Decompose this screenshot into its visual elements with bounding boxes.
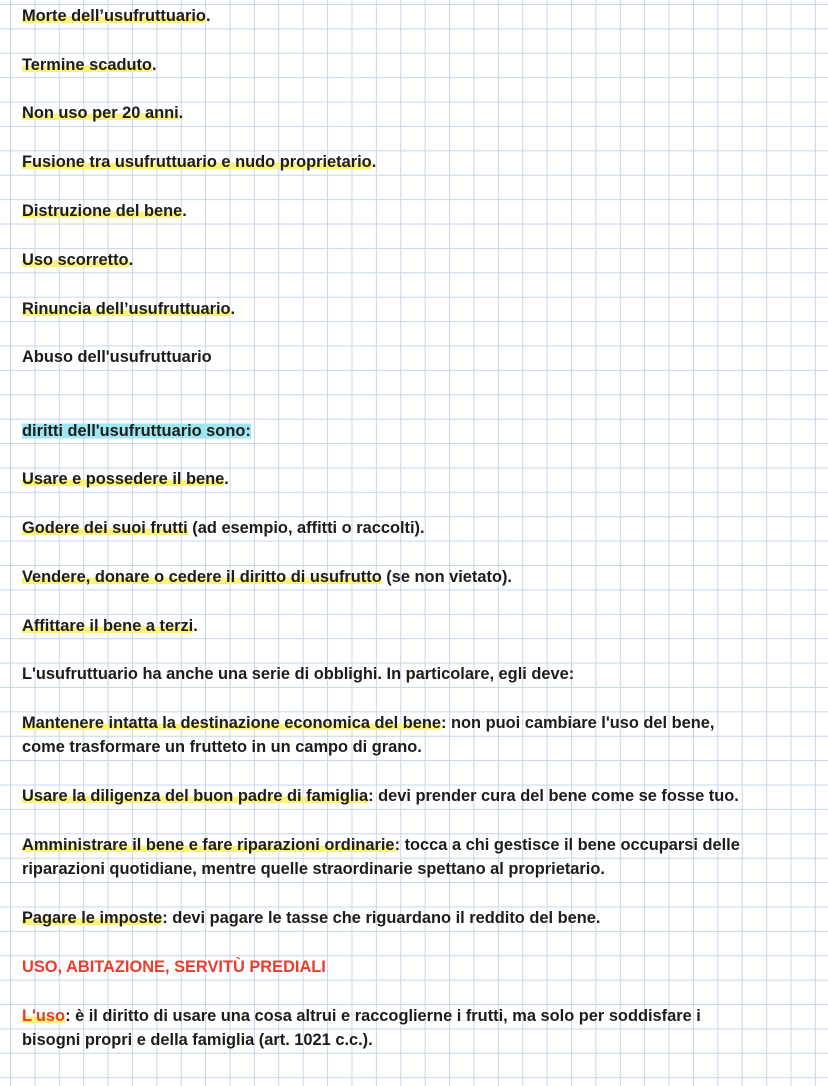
list-item: Termine scaduto. <box>22 56 157 74</box>
list-item: Vendere, donare o cedere il diritto di usufrutto (se non vietato). <box>22 568 512 586</box>
highlighted-text: Termine scaduto <box>22 56 152 74</box>
list-item: Godere dei suoi frutti (ad esempio, affitti o raccolti). <box>22 519 425 537</box>
highlighted-text: Rinuncia dell’usufruttuario <box>22 300 231 318</box>
highlighted-text: Usare la diligenza del buon padre di famiglia <box>22 787 369 805</box>
list-item: Amministrare il bene e fare riparazioni ordinarie: tocca a chi gestisce il bene occuparsi delle <box>22 836 740 854</box>
list-item-continuation: come trasformare un frutteto in un campo di grano. <box>22 738 422 756</box>
list-item: Distruzione del bene. <box>22 202 187 220</box>
highlighted-text: Godere dei suoi frutti <box>22 519 188 537</box>
list-item: Mantenere intatta la destinazione economica del bene: non puoi cambiare l'uso del bene, <box>22 714 715 732</box>
list-item: Uso scorretto. <box>22 251 134 269</box>
definition-term: L'uso <box>22 1007 66 1025</box>
list-item: Affittare il bene a terzi. <box>22 617 198 635</box>
obligations-intro: L'usufruttuario ha anche una serie di obblighi. In particolare, egli deve: <box>22 665 575 683</box>
list-item-continuation: riparazioni quotidiane, mentre quelle straordinarie spettano al proprietario. <box>22 860 605 878</box>
highlighted-text: Distruzione del bene <box>22 202 183 220</box>
definition-continuation: bisogni propri e della famiglia (art. 1021 c.c.). <box>22 1031 373 1049</box>
section-heading: USO, ABITAZIONE, SERVITÙ PREDIALI <box>22 958 326 976</box>
list-item: Usare e possedere il bene. <box>22 470 229 488</box>
highlighted-text: Pagare le imposte <box>22 909 163 927</box>
highlighted-text: Fusione tra usufruttuario e nudo proprietario <box>22 153 372 171</box>
highlighted-text: Amministrare il bene e fare riparazioni ordinarie <box>22 836 395 854</box>
list-item: Morte dell’usufruttuario. <box>22 7 211 25</box>
highlighted-text: Morte dell’usufruttuario <box>22 7 206 25</box>
highlighted-text: Uso scorretto <box>22 251 129 269</box>
rights-heading: diritti dell'usufruttuario sono: <box>22 422 251 440</box>
list-item: Rinuncia dell’usufruttuario. <box>22 300 236 318</box>
highlighted-text: Vendere, donare o cedere il diritto di usufrutto <box>22 568 382 586</box>
highlighted-text: Non uso per 20 anni <box>22 104 179 122</box>
highlighted-text: Mantenere intatta la destinazione economica del bene <box>22 714 441 732</box>
list-item: Usare la diligenza del buon padre di famiglia: devi prender cura del bene come se fosse tuo. <box>22 787 739 805</box>
highlighted-text: Affittare il bene a terzi <box>22 617 194 635</box>
highlighted-text: Usare e possedere il bene <box>22 470 225 488</box>
definition: L'uso: è il diritto di usare una cosa altrui e raccoglierne i frutti, ma solo per soddisfare i <box>22 1007 701 1025</box>
list-item: Fusione tra usufruttuario e nudo proprietario. <box>22 153 377 171</box>
list-item: Abuso dell'usufruttuario <box>22 348 212 366</box>
list-item: Non uso per 20 anni. <box>22 104 184 122</box>
list-item: Pagare le imposte: devi pagare le tasse che riguardano il reddito del bene. <box>22 909 601 927</box>
